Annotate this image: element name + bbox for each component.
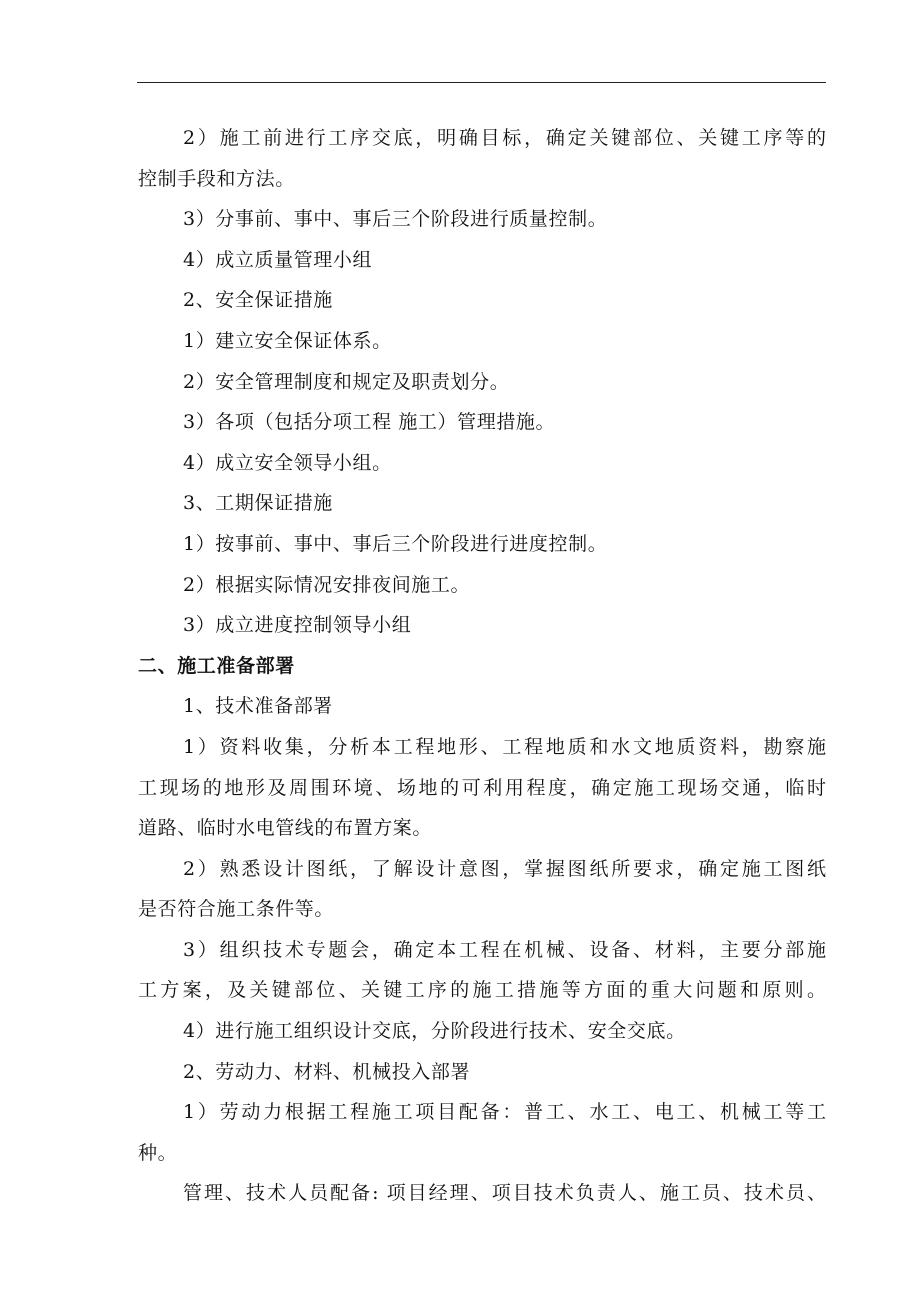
paragraph-line: 工方案，及关键部位、关键工序的施工措施等方面的重大问题和原则。 <box>138 979 826 1002</box>
paragraph-line: 3）组织技术专题会，确定本工程在机械、设备、材料，主要分部施 <box>183 938 826 961</box>
paragraph-line: 管理、技术人员配备: 项目经理、项目技术负责人、施工员、技术员、 <box>183 1182 826 1205</box>
paragraph-line: 3）成立进度控制领导小组 <box>183 614 412 637</box>
paragraph-line: 4）成立质量管理小组 <box>183 248 373 271</box>
paragraph-line: 2）熟悉设计图纸，了解设计意图，掌握图纸所要求，确定施工图纸 <box>183 857 826 880</box>
subsection-heading: 3、工期保证措施 <box>183 492 333 515</box>
header-rule <box>137 82 826 83</box>
paragraph-line: 2）根据实际情况安排夜间施工。 <box>183 573 471 596</box>
section-heading: 二、施工准备部署 <box>138 654 295 677</box>
paragraph-line: 工现场的地形及周围环境、场地的可利用程度，确定施工现场交通，临时 <box>138 776 826 799</box>
document-body <box>138 118 826 1214</box>
paragraph-line: 4）成立安全领导小组。 <box>183 451 392 474</box>
paragraph-line: 3）各项（包括分项工程 施工）管理措施。 <box>183 411 556 434</box>
paragraph-line: 2）安全管理制度和规定及职责划分。 <box>183 370 510 393</box>
subsection-heading: 1、技术准备部署 <box>183 695 333 718</box>
paragraph-line: 4）进行施工组织设计交底，分阶段进行技术、安全交底。 <box>183 1020 686 1043</box>
paragraph-line: 1）按事前、事中、事后三个阶段进行进度控制。 <box>183 532 608 555</box>
paragraph-line: 是否符合施工条件等。 <box>138 898 335 921</box>
paragraph-line: 种。 <box>138 1141 178 1164</box>
paragraph-line: 1）建立安全保证体系。 <box>183 329 392 352</box>
subsection-heading: 2、安全保证措施 <box>183 289 333 312</box>
paragraph-line: 2）施工前进行工序交底，明确目标，确定关键部位、关键工序等的 <box>183 127 826 149</box>
subsection-heading: 2、劳动力、材料、机械投入部署 <box>183 1060 471 1083</box>
paragraph-line: 1）劳动力根据工程施工项目配备：普工、水工、电工、机械工等工 <box>183 1101 826 1124</box>
paragraph-line: 控制手段和方法。 <box>138 167 295 190</box>
paragraph-line: 道路、临时水电管线的布置方案。 <box>138 817 433 840</box>
paragraph-line: 1）资料收集，分析本工程地形、工程地质和水文地质资料，勘察施 <box>183 735 826 758</box>
paragraph-line: 3）分事前、事中、事后三个阶段进行质量控制。 <box>183 208 608 231</box>
